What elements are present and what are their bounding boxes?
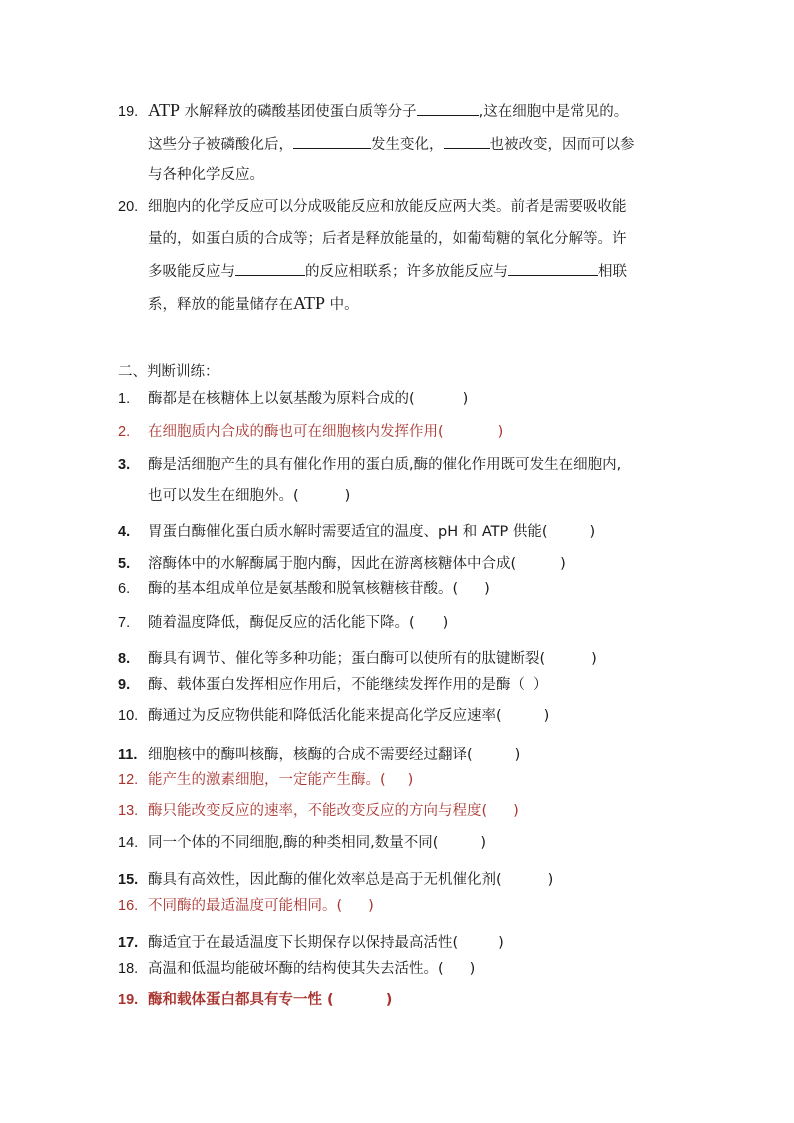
item-text: 酶和载体蛋白都具有专一性 ( [148, 992, 334, 1008]
item-close-paren: ) [480, 835, 487, 851]
item-text: 酶通过为反应物供能和降低活化能来提高化学反应速率( [148, 708, 502, 724]
item-number: 6. [118, 581, 131, 597]
q19-text-b: ,这在细胞中是常见的。 [478, 104, 629, 120]
item-number: 9. [118, 677, 131, 693]
item-text: 酶都是在核糖体上以氨基酸为原料合成的( [148, 391, 415, 407]
judge-item-3 [118, 455, 621, 475]
item-number: 15. [118, 872, 139, 888]
q20-text-f: 系，释放的能量储存在 [148, 297, 293, 313]
q19-text-d: 发生变化， [371, 137, 444, 153]
item-text: 同一个体的不同细胞,酶的种类相同,数量不同( [148, 835, 439, 851]
q20-line-4 [148, 293, 359, 315]
item-number: 4. [118, 524, 131, 540]
item-text: 高温和低温均能破坏酶的结构使其失去活性。( [148, 961, 444, 977]
item-text: 酶是活细胞产生的具有催化作用的蛋白质,酶的催化作用既可发生在细胞内, [148, 457, 622, 473]
item-number: 18. [118, 961, 139, 977]
item-number: 5. [118, 556, 131, 572]
judge-item-18 [118, 959, 475, 979]
item-close-paren: ) [514, 747, 521, 763]
item-close-paren: ) [513, 803, 519, 819]
section-title: 二、判断训练： [118, 364, 220, 380]
judge-item-15 [118, 870, 553, 890]
q20-text-a: 细胞内的化学反应可以分成吸能反应和放能反应两大类。前者是需要吸收能 [148, 199, 627, 215]
item-number: 19. [118, 992, 139, 1008]
judge-item-7 [118, 613, 448, 633]
item-number: 10. [118, 708, 139, 724]
item-number: 13. [118, 803, 139, 819]
judge-item-17 [118, 933, 504, 953]
judge-item-10 [118, 706, 549, 726]
judge-item-19 [118, 990, 392, 1010]
item-text: 细胞核中的酶叫核酶，核酶的合成不需要经过翻译( [148, 747, 473, 763]
q19-text-a: 水解释放的磷酸基团使蛋白质等分子 [184, 104, 417, 120]
item-number: 11. [118, 747, 138, 763]
q19-line-2 [148, 134, 635, 155]
item-close-paren: ) [407, 772, 414, 788]
item-close-paren: ) [344, 488, 351, 504]
item-text: 酶只能改变反应的速率，不能改变反应的方向与程度( [148, 803, 488, 819]
item-close-paren: ) [547, 872, 554, 888]
item-text: 酶的基本组成单位是氨基酸和脱氧核糖核苷酸。( [148, 581, 459, 597]
judge-item-16 [118, 896, 374, 916]
q20-text-b: 量的，如蛋白质的合成等；后者是释放能量的，如葡萄糖的氧化分解等。许 [148, 231, 627, 247]
item-number: 7. [118, 615, 131, 631]
q20-line-2 [148, 229, 627, 249]
item-close-paren: ) [498, 935, 504, 951]
q19-line-3 [148, 165, 264, 185]
judge-item-3-cont [148, 486, 350, 506]
q19-line-1 [118, 100, 628, 122]
item-close-paren: ) [462, 391, 469, 407]
item-text: 胃蛋白酶催化蛋白质水解时需要适宜的温度、pH 和 ATP 供能( [148, 524, 548, 540]
item-close-paren: ) [385, 992, 393, 1008]
item-close-paren: ) [589, 524, 596, 540]
item-number: 2. [118, 424, 131, 440]
atp-term-2: ATP [293, 293, 326, 313]
q19-blank-1[interactable] [417, 101, 479, 116]
item-close-paren: ) [543, 708, 550, 724]
item-text: 溶酶体中的水解酶属于胞内酶，因此在游离核糖体中合成( [148, 556, 517, 572]
item-text: 酶具有高效性，因此酶的催化效率总是高于无机催化剂( [148, 872, 502, 888]
item-text: 酶适宜于在最适温度下长期保存以保持最高活性( [148, 935, 459, 951]
item-close-paren: ) [442, 615, 449, 631]
item-number: 16. [118, 898, 139, 914]
judge-item-8 [118, 649, 597, 669]
item-number: 1. [118, 391, 131, 407]
item-text: 随着温度降低，酶促反应的活化能下降。( [148, 615, 415, 631]
judge-item-6 [118, 579, 490, 599]
q19-text-f: 与各种化学反应。 [148, 167, 264, 183]
q19-text-e: 也被改变，因而可以参 [489, 137, 635, 153]
item-number: 8. [118, 651, 131, 667]
judge-item-13 [118, 801, 519, 821]
judge-item-5 [118, 554, 566, 574]
item-close-paren: ) [560, 556, 566, 572]
q20-blank-1[interactable] [235, 261, 305, 276]
item-close-paren: ) [591, 651, 597, 667]
judge-item-9 [118, 675, 548, 695]
judge-item-14 [118, 833, 486, 853]
item-close-paren: ) [497, 424, 504, 440]
item-text: 不同酶的最适温度可能相同。( [148, 898, 343, 914]
q20-text-c: 多吸能反应与 [148, 264, 235, 280]
q20-text-g: 中。 [329, 297, 359, 313]
q20-number: 20. [118, 199, 139, 215]
atp-term: ATP [148, 100, 181, 120]
item-close-paren: ) [484, 581, 490, 597]
judge-item-2 [118, 422, 503, 442]
judge-item-4 [118, 522, 595, 542]
item-text: 酶具有调节、催化等多种功能；蛋白酶可以使所有的肽键断裂( [148, 651, 546, 667]
item-close-paren: ） [533, 677, 548, 693]
q20-line-3 [148, 261, 627, 282]
item-number: 12. [118, 772, 139, 788]
item-number: 14. [118, 835, 139, 851]
q19-number: 19. [118, 104, 139, 120]
item-text: 能产生的激素细胞，一定能产生酶。( [148, 772, 386, 788]
item-close-paren: ) [368, 898, 374, 914]
item-number: 3. [118, 457, 131, 473]
judge-item-11 [118, 745, 520, 765]
judge-item-1 [118, 389, 468, 409]
q20-line-1 [118, 197, 627, 217]
q19-blank-2[interactable] [293, 134, 371, 149]
q20-text-e: 相联 [598, 264, 627, 280]
judge-item-12 [118, 770, 413, 790]
item-text: 酶、载体蛋白发挥相应作用后，不能继续发挥作用的是酶（ [148, 677, 525, 693]
item-number: 17. [118, 935, 139, 951]
q19-blank-3[interactable] [444, 134, 490, 149]
item-text: 在细胞质内合成的酶也可在细胞核内发挥作用( [148, 424, 444, 440]
item-close-paren: ) [469, 961, 476, 977]
q20-text-d: 的反应相联系；许多放能反应与 [305, 264, 508, 280]
item-text-cont: 也可以发生在细胞外。( [148, 488, 299, 504]
q20-blank-2[interactable] [508, 261, 598, 276]
q19-text-c: 这些分子被磷酸化后， [148, 137, 293, 153]
